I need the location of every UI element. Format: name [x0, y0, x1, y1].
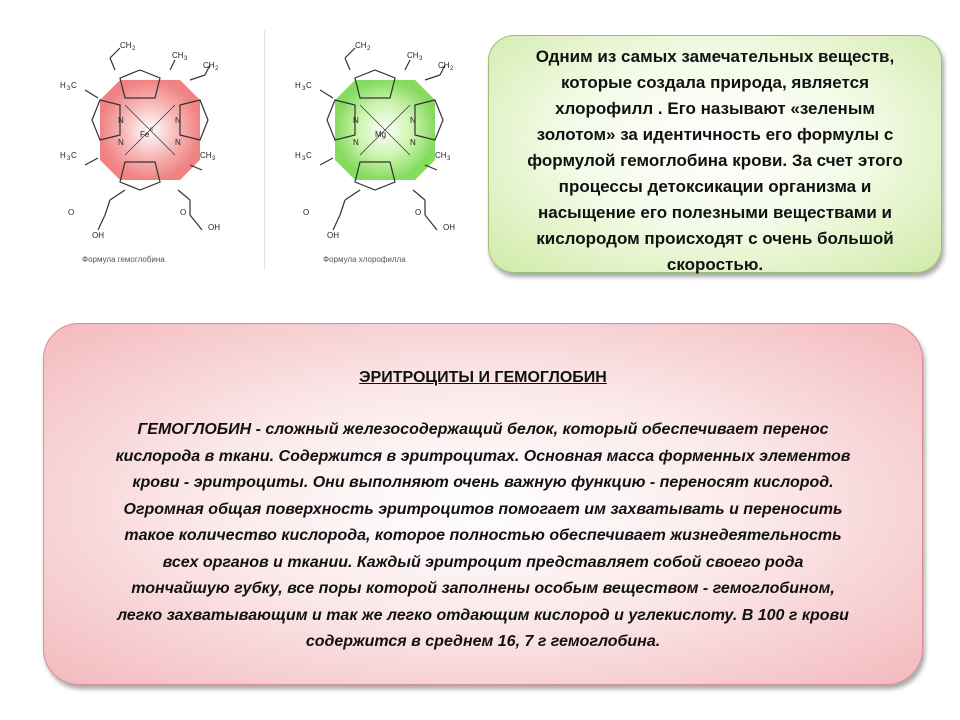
- svg-text:C: C: [306, 81, 312, 90]
- svg-text:CH: CH: [435, 151, 447, 160]
- svg-text:N: N: [410, 116, 416, 125]
- svg-text:N: N: [410, 138, 416, 147]
- svg-text:3: 3: [184, 56, 188, 62]
- svg-text:CH: CH: [438, 61, 450, 70]
- formula-images: [40, 20, 480, 280]
- hemoglobin-info-title: ЭРИТРОЦИТЫ И ГЕМОГЛОБИН: [359, 369, 607, 386]
- svg-text:CH: CH: [172, 51, 184, 60]
- svg-text:CH: CH: [200, 151, 212, 160]
- svg-text:OH: OH: [208, 223, 220, 232]
- svg-text:N: N: [118, 138, 124, 147]
- svg-text:OH: OH: [443, 223, 455, 232]
- svg-text:CH: CH: [120, 41, 132, 50]
- svg-text:N: N: [118, 116, 124, 125]
- chlorophyll-info-box: [488, 35, 942, 273]
- svg-text:OH: OH: [327, 231, 339, 240]
- chlorophyll-info-text: Одним из самых замечательных веществ, которые создала природа, является хлорофилл . Его называют «зеленым золотом» за идентичность его формулы с формулой гемоглобина крови. За счет этого процессы детоксикации организма и насыщение его полезными веществами и кислородом происходят с очень большой скоростью.: [527, 47, 903, 274]
- svg-text:2: 2: [215, 66, 219, 72]
- svg-text:CH: CH: [355, 41, 367, 50]
- porphyrin-structures: [40, 20, 480, 280]
- svg-text:3: 3: [67, 86, 71, 92]
- svg-text:H: H: [295, 81, 301, 90]
- hemoglobin-info-box: [43, 323, 923, 685]
- svg-text:N: N: [353, 138, 359, 147]
- hemoglobin-metal: Fe: [140, 130, 150, 139]
- svg-text:CH: CH: [203, 61, 215, 70]
- svg-text:2: 2: [132, 46, 136, 52]
- svg-text:N: N: [175, 138, 181, 147]
- svg-text:3: 3: [67, 156, 71, 162]
- svg-text:H: H: [295, 151, 301, 160]
- svg-text:N: N: [353, 116, 359, 125]
- chlorophyll-metal: Mg: [375, 130, 387, 139]
- svg-text:CH: CH: [407, 51, 419, 60]
- svg-text:O: O: [303, 208, 310, 217]
- formula-divider: [264, 30, 265, 270]
- hemoglobin-metal-sup: II: [150, 127, 153, 133]
- svg-text:H: H: [60, 151, 66, 160]
- chlorophyll-formula: [320, 48, 445, 230]
- svg-text:O: O: [415, 208, 422, 217]
- svg-text:C: C: [306, 151, 312, 160]
- svg-text:2: 2: [450, 66, 454, 72]
- hemoglobin-info-body: ГЕМОГЛОБИН - сложный железосодержащий белок, который обеспечивает перенос кислорода в ткани. Содержится в эритроцитах. Основная масса форменных элементов крови - эритроциты. Они выполняют очень важную функцию - переносят кислород. Огромная общая поверхность эритроцитов помогает им захватывать и переносить такое количество кислорода, которое полностью обеспечивает жизнедеятельность всех органов и ткании. Каждый эритроцит представляет собой своего рода тончайшую губку, все поры которой заполнены особым веществом - гемоглобином, легко захватывающим и так же легко отдающим кислород и углекислоту. В 100 г крови содержится в среднем 16, 7 г гемоглобина.: [115, 421, 851, 650]
- hemoglobin-formula: [85, 48, 210, 230]
- svg-text:OH: OH: [92, 231, 104, 240]
- svg-text:3: 3: [447, 156, 451, 162]
- svg-text:3: 3: [419, 56, 423, 62]
- svg-text:H: H: [60, 81, 66, 90]
- svg-text:O: O: [68, 208, 75, 217]
- svg-text:3: 3: [212, 156, 216, 162]
- svg-text:N: N: [175, 116, 181, 125]
- chlorophyll-caption: Формула хлорофилла: [323, 255, 406, 264]
- svg-text:C: C: [71, 151, 77, 160]
- svg-text:2: 2: [367, 46, 371, 52]
- svg-text:C: C: [71, 81, 77, 90]
- svg-text:3: 3: [302, 156, 306, 162]
- svg-text:O: O: [180, 208, 187, 217]
- svg-text:3: 3: [302, 86, 306, 92]
- hemoglobin-caption: Формула гемоглобина: [82, 255, 165, 264]
